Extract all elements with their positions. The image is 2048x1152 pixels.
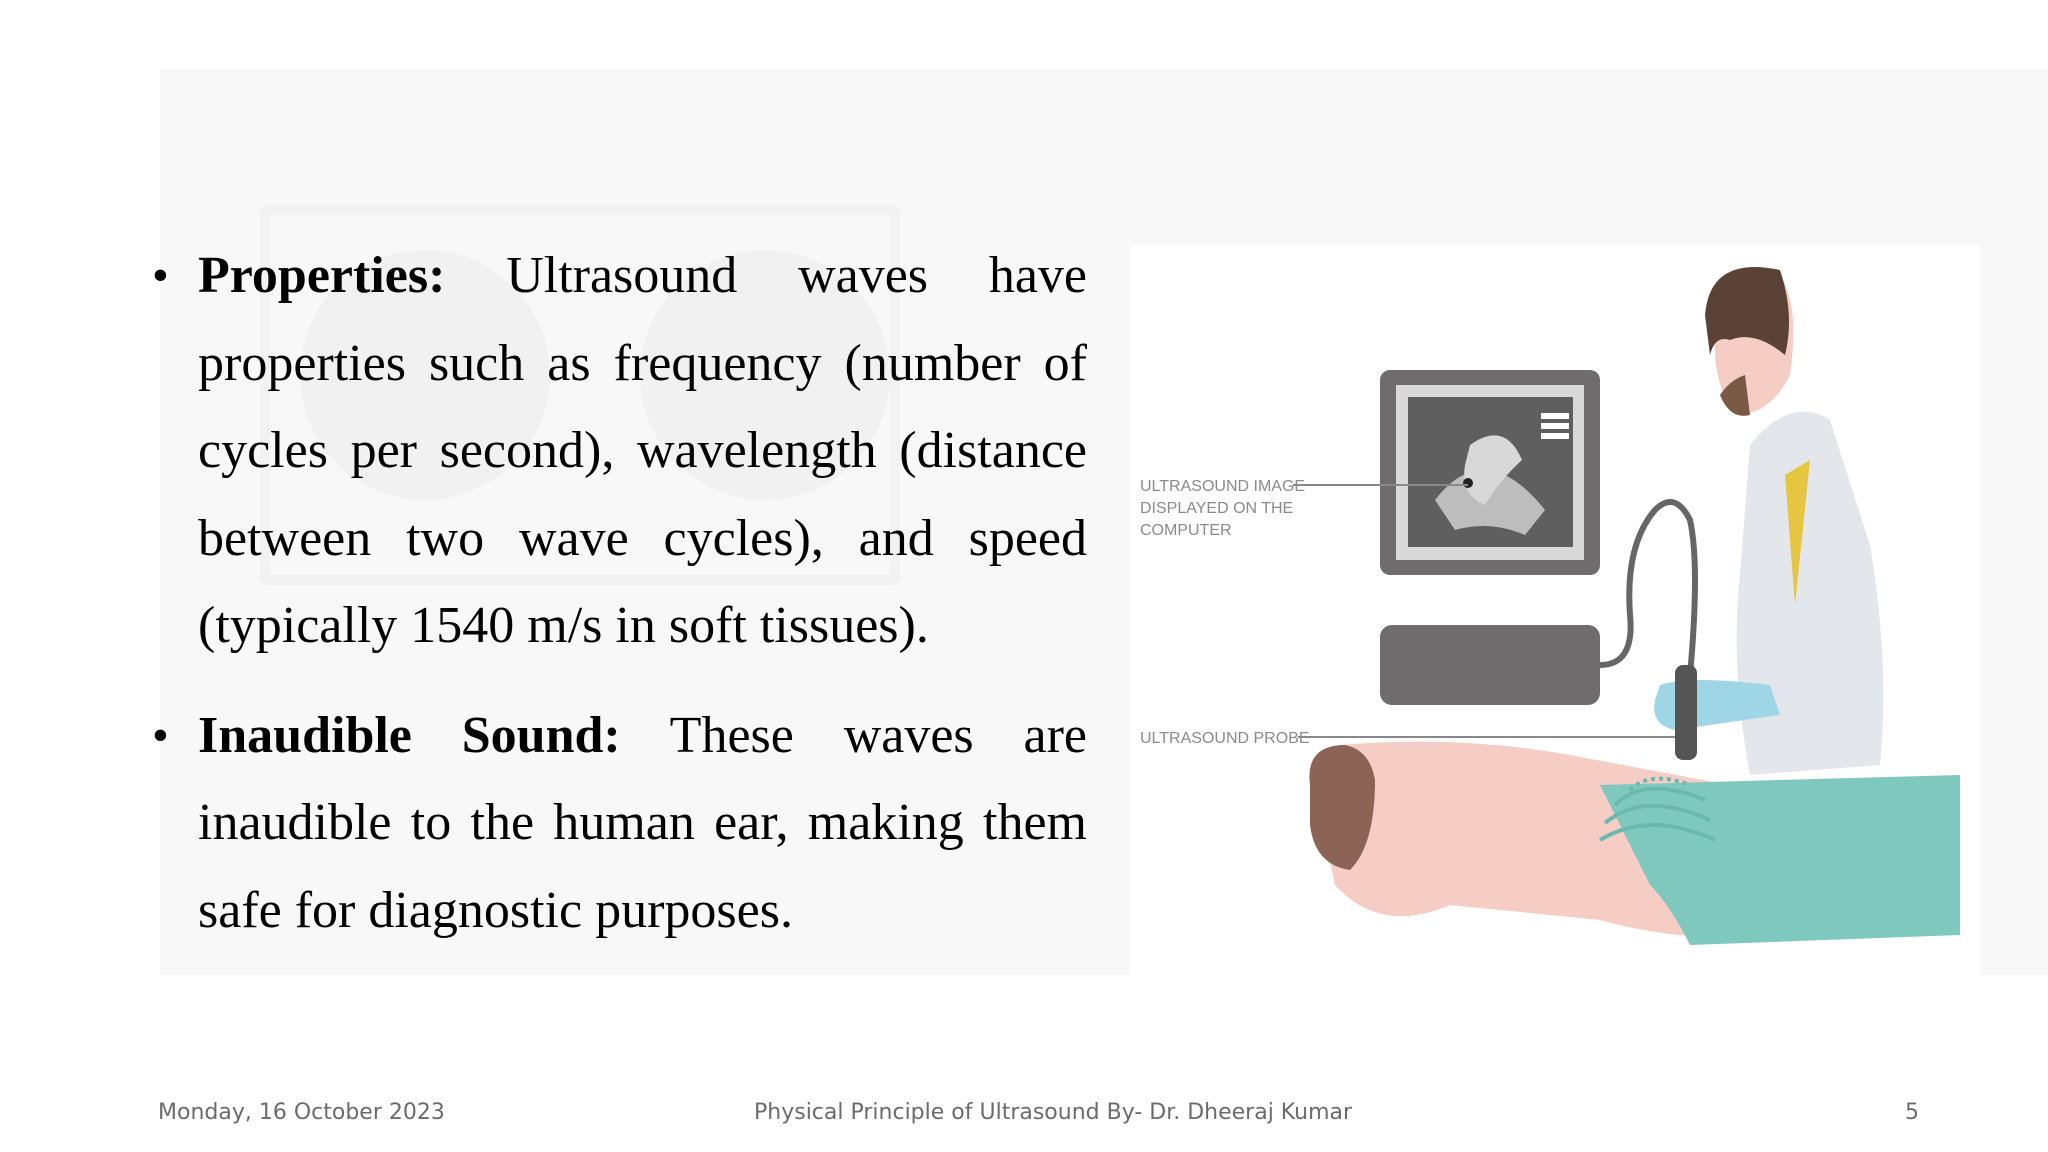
bullet-heading: Inaudible Sound: [198,706,621,764]
image-label-line-1: ULTRASOUND IMAGE [1140,478,1306,495]
bullet-heading: Properties: [198,247,446,304]
ultrasound-probe-icon [1675,665,1697,760]
scan-target-dot [1463,478,1473,488]
page-number: 5 [1905,1100,1919,1125]
bullet-list [152,232,1087,976]
footer-title: Physical Principle of Ultrasound By- Dr. Dheeraj Kumar [754,1100,1353,1125]
image-label-line-2: DISPLAYED ON THE [1140,500,1294,517]
menu-line-icon [1541,413,1569,419]
footer-date: Monday, 16 October 2023 [158,1100,445,1125]
probe-label: ULTRASOUND PROBE [1140,730,1310,747]
menu-line-icon [1541,423,1569,429]
bullet-dot-icon: • [152,249,169,302]
ultrasound-illustration [1130,245,1980,985]
probe-cable [1600,502,1695,675]
bullet-properties [152,232,1087,670]
bullet-text: Ultrasound waves have properties such as frequency (number of cycles per second), wavelength (distance between two wave cycles), and speed (typically 1540 m/s in soft tissues). [198,247,1087,654]
image-label-line-3: COMPUTER [1140,522,1232,539]
doctor-coat [1737,412,1884,775]
menu-line-icon [1541,433,1569,439]
bullet-text: These waves are inaudible to the human ear, making them safe for diagnostic purposes. [198,706,1087,939]
bullet-dot-icon: • [152,708,169,762]
bullet-inaudible-sound [152,692,1087,955]
ultrasound-console [1380,625,1600,705]
ultrasound-scene-image [1130,245,1980,985]
